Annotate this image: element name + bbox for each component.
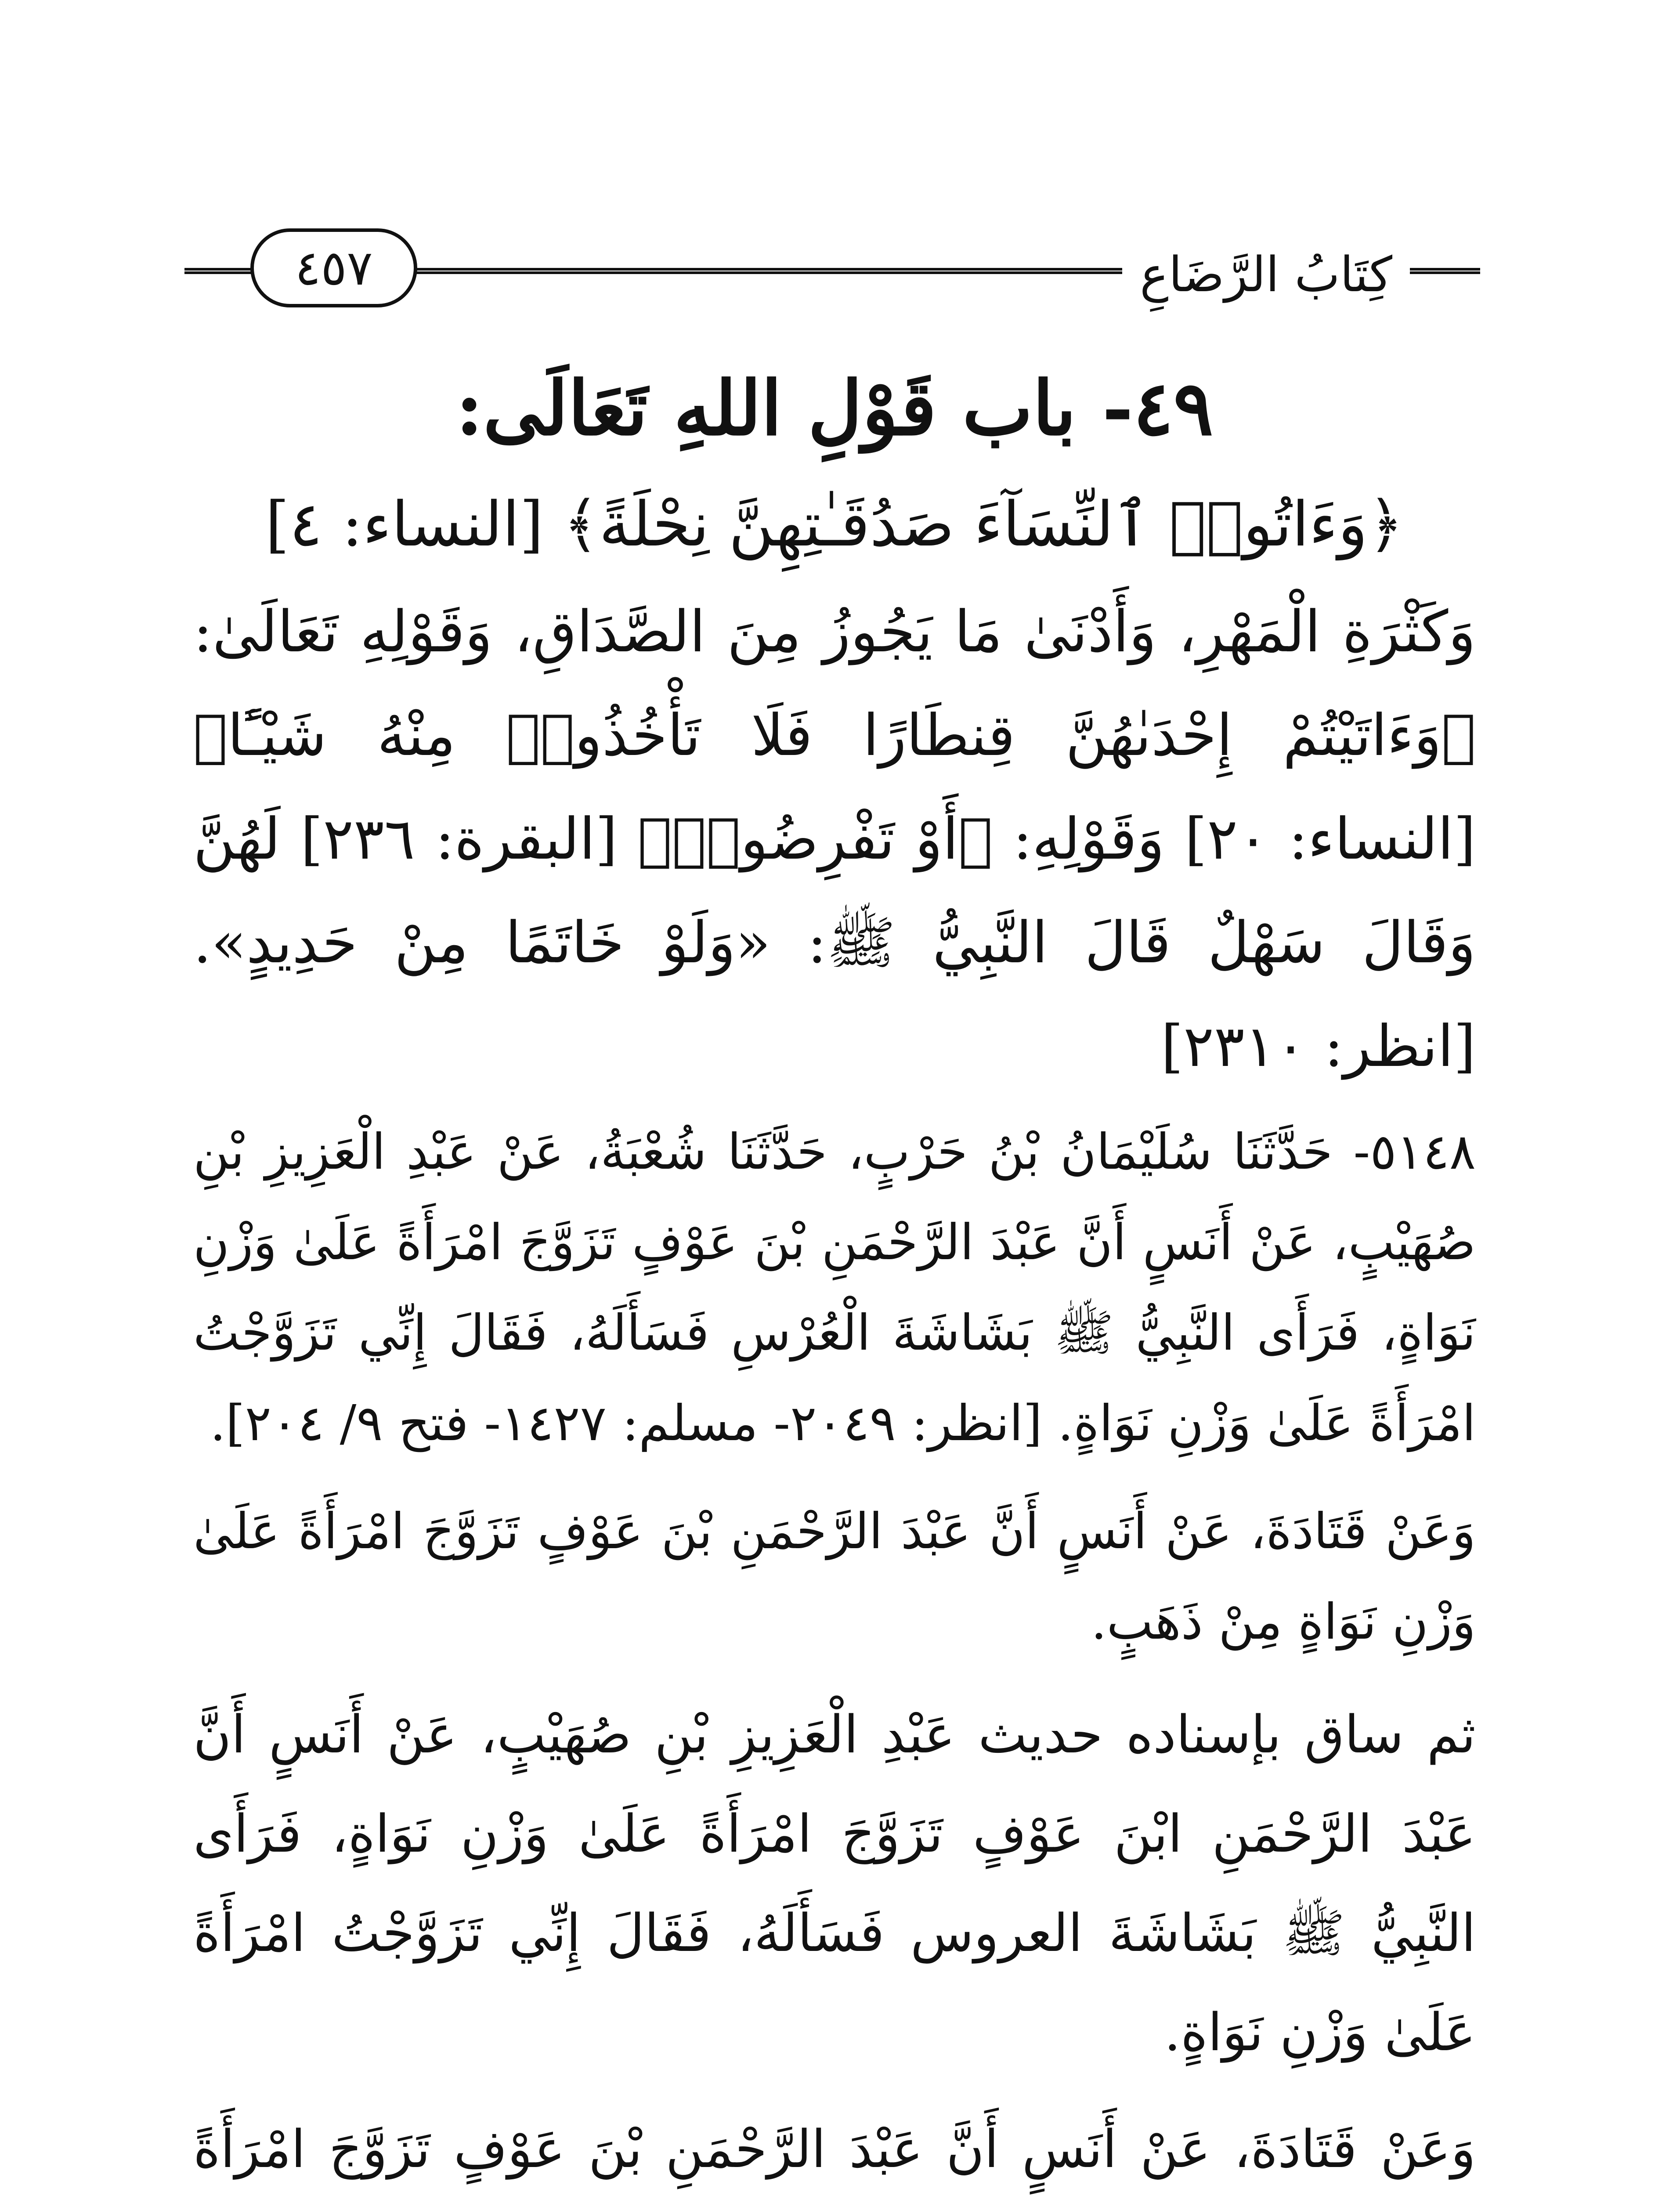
- chapter-text: وَكَثْرَةِ الْمَهْرِ، وَأَدْنَىٰ مَا يَجُوزُ مِنَ الصَّدَاقِ، وَقَوْلِهِ تَعَالَىٰ: ﴿وَءَاتَيْتُمْ إِحْدَىٰهُنَّ قِنطَارًا فَلَا تَأْخُذُوا۟ مِنْهُ شَيْـًٔا﴾ [النساء: ٢٠] وَقَوْلِهِ: ﴿أَوْ تَفْرِضُوا۟﴾ [البقرة: ٢٣٦] لَهُنَّ وَقَالَ سَهْلٌ قَالَ النَّبِيُّ ﷺ: «وَلَوْ خَاتَمًا مِنْ حَدِيدٍ». [انظر: ٢٣١٠]: [193, 598, 1476, 1080]
- page-number: ٤٥٧: [250, 228, 417, 307]
- chapter-title: ٤٩- باب قَوْلِ اللهِ تَعَالَى:: [455, 365, 1214, 452]
- commentary-paragraph: ثم ساق بإسناده حديث عَبْدِ الْعَزِيزِ بْنِ صُهَيْبٍ، عَنْ أَنَسٍ أَنَّ عَبْدَ الرَّحْمَنِ ابْنَ عَوْفٍ تَزَوَّجَ امْرَأَةً عَلَىٰ وَزْنِ نَوَاةٍ، فَرَأَى النَّبِيُّ ﷺ بَشَاشَةَ العروس فَسَأَلَهُ، فَقَالَ إِنِّي تَزَوَّجْتُ امْرَأَةً عَلَىٰ وَزْنِ نَوَاةٍ.: [193, 1704, 1476, 2062]
- hadith-5148: ٥١٤٨- حَدَّثَنَا سُلَيْمَانُ بْنُ حَرْبٍ، حَدَّثَنَا شُعْبَةُ، عَنْ عَبْدِ الْعَزِيزِ بْنِ صُهَيْبٍ، عَنْ أَنَسٍ أَنَّ عَبْدَ الرَّحْمَنِ بْنَ عَوْفٍ تَزَوَّجَ امْرَأَةً عَلَىٰ وَزْنِ نَوَاةٍ، فَرَأَى النَّبِيُّ ﷺ بَشَاشَةَ الْعُرْسِ فَسَأَلَهُ، فَقَالَ إِنِّي تَزَوَّجْتُ امْرَأَةً عَلَىٰ وَزْنِ نَوَاةٍ. [انظر: ٢٠٤٩- مسلم: ١٤٢٧- فتح ٩/ ٢٠٤].: [193, 1123, 1476, 1452]
- running-title: كِتَابُ الرَّضَاعِ: [1122, 242, 1410, 307]
- hadith-qatada: وَعَنْ قَتَادَةَ، عَنْ أَنَسٍ أَنَّ عَبْدَ الرَّحْمَنِ بْنَ عَوْفٍ تَزَوَّجَ امْرَأَةً عَلَىٰ وَزْنِ نَوَاةٍ مِنْ ذَهَبٍ.: [193, 1503, 1476, 1651]
- quran-verse: ﴿وَءَاتُوا۟ ٱلنِّسَآءَ صَدُقَـٰتِهِنَّ نِحْلَةً﴾ [النساء: ٤]: [265, 489, 1404, 560]
- commentary-paragraph: وَعَنْ قَتَادَةَ، عَنْ أَنَسٍ أَنَّ عَبْدَ الرَّحْمَنِ بْنَ عَوْفٍ تَزَوَّجَ امْرَأَةً: [193, 2119, 1476, 2179]
- running-header: [184, 228, 1480, 316]
- page-body: [193, 351, 1476, 2196]
